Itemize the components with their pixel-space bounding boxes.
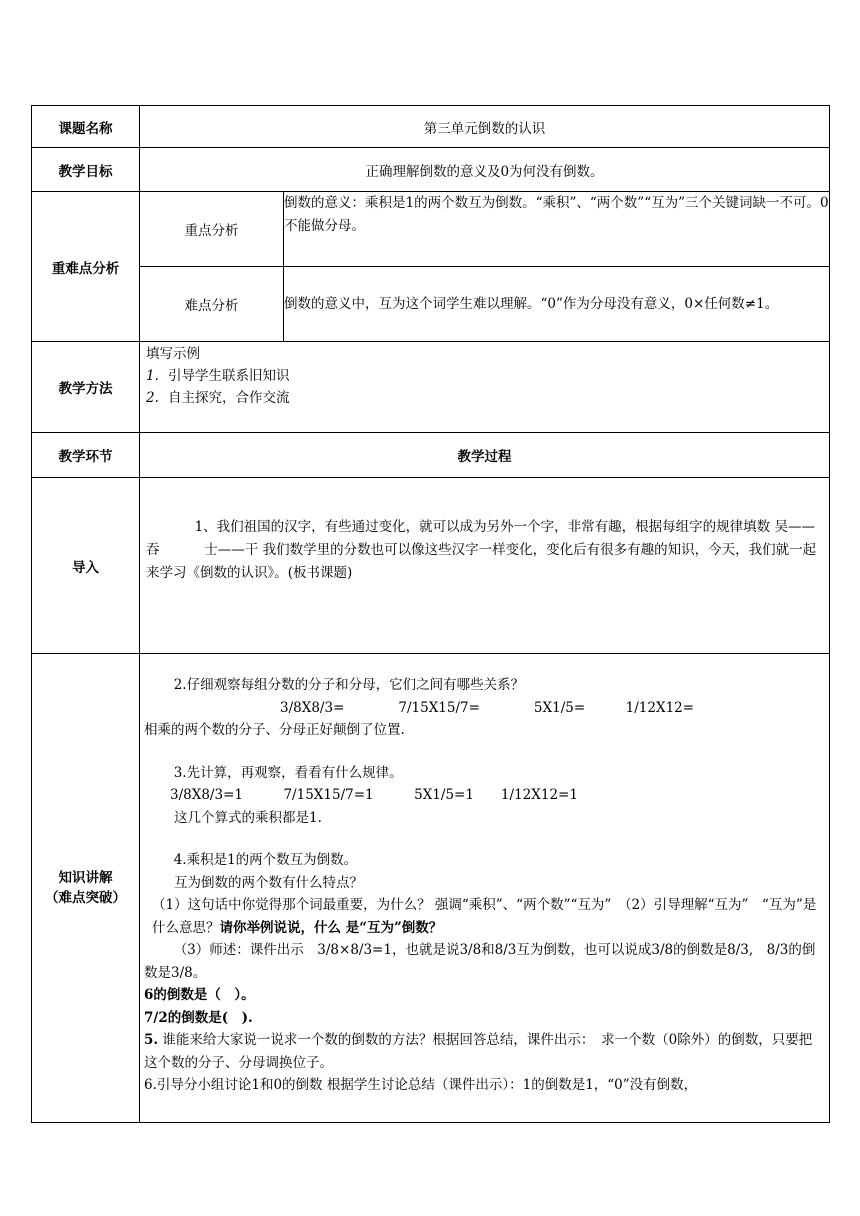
step-4-part-1-bold: 请你举例说说，什么 是“互为”倒数？ [219, 919, 443, 936]
goal-row [32, 148, 830, 192]
method-label: 教学方法 [32, 342, 140, 433]
intro-row [32, 478, 830, 654]
stage-row [32, 433, 830, 478]
key-point-row [32, 192, 830, 267]
knowledge-label-line2: （难点突破） [45, 890, 126, 906]
step-4-question: 互为倒数的两个数有什么特点？ [174, 874, 363, 891]
method-row [32, 342, 830, 433]
question-reciprocal-6: 6的倒数是（ ）。 [144, 987, 255, 1003]
spacer [144, 829, 823, 849]
key-point-text: 倒数的意义：乘积是1的两个数互为倒数。“乘积”、“两个数”“互为”三个关键词缺一不可。0不能做分母。 [284, 192, 830, 267]
goal-label: 教学目标 [32, 148, 140, 192]
step-5-number: 5. [144, 1032, 159, 1048]
lesson-plan-table [31, 105, 830, 1123]
step-3-result: 这几个算式的乘积都是1. [174, 809, 322, 826]
intro-label: 导入 [32, 478, 140, 654]
topic-label: 课题名称 [32, 106, 140, 148]
step-4-part-1 [144, 894, 823, 939]
knowledge-label-line1: 知识讲解 [58, 870, 113, 886]
key-point-label: 重点分析 [140, 192, 284, 267]
step-5-text: 谁能来给大家说一说求一个数的倒数的方法？根据回答总结，课件出示： 求一个数（0除外）的倒数，只要把这个数的分子、分母调换位子。 [144, 1032, 813, 1071]
step-2: 2.仔细观察每组分数的分子和分母，它们之间有哪些关系？ [173, 677, 525, 693]
step-4-part-3: （3）师述：课件出示 3/8×8/3=1，也就是说3/8和8/3互为倒数，也可以说成3/8的倒数是8/3, 8/3的倒数是3/8。 [144, 942, 816, 981]
difficult-point-label: 难点分析 [140, 267, 284, 342]
spacer [144, 742, 823, 762]
method-item [146, 365, 823, 387]
step-3-formulas: 3/8X8/3=1 7/15X15/7=1 5X1/5=1 1/12X12=1 [170, 787, 578, 803]
knowledge-label [32, 654, 140, 1123]
difficult-point-text: 倒数的意义中，互为这个词学生难以理解。“0”作为分母没有意义，0×任何数≠1。 [284, 267, 830, 342]
step-4: 4.乘积是1的两个数互为倒数。 [173, 852, 358, 868]
step-6: 6.引导分小组讨论1和0的倒数 根据学生讨论总结（课件出示）：1的倒数是1，“0”没有倒数， [144, 1077, 698, 1093]
step-3: 3.先计算，再观察，看看有什么规律。 [173, 764, 403, 781]
difficult-point-row [32, 267, 830, 342]
step-4-part-1-text: （1）这句话中你觉得那个词最重要，为什么？ 强调“乘积”、“两个数”“互为” （2）引导理解“互为” “互为”是什么意思？ [152, 897, 817, 936]
question-reciprocal-7-2: 7/2的倒数是( ). [144, 1009, 253, 1026]
stage-label: 教学环节 [32, 433, 140, 478]
intro-text: 1、我们祖国的汉字，有些通过变化，就可以成为另外一个字，非常有趣，根据每组字的规律填数 吴——吞 士——干 我们数学里的分数也可以像这些汉字一样变化，变化后有很多有趣的知识，今天，我们就一起来学习《倒数的认识》。(板书课题) [146, 519, 817, 581]
method-item-number: 1. [146, 368, 159, 384]
goal-value: 正确理解倒数的意义及0为何没有倒数。 [140, 148, 830, 192]
method-item-text: 引导学生联系旧知识 [168, 368, 290, 384]
intro-content [140, 478, 830, 654]
method-content [140, 342, 830, 433]
step-2-result: 相乘的两个数的分子、分母正好颠倒了位置. [144, 722, 405, 738]
knowledge-content [140, 654, 830, 1123]
step-5 [144, 1029, 823, 1074]
knowledge-row [32, 654, 830, 1123]
step-2-formulas: 3/8X8/3= 7/15X15/7= 5X1/5= 1/12X12= [280, 699, 695, 716]
method-heading: 填写示例 [146, 346, 200, 362]
method-item [146, 387, 823, 409]
method-item-number: 2. [146, 390, 159, 406]
topic-row [32, 106, 830, 148]
analysis-label: 重难点分析 [32, 192, 140, 342]
method-item-text: 自主探究，合作交流 [168, 390, 290, 406]
topic-value: 第三单元倒数的认识 [140, 106, 830, 148]
knowledge-inner [144, 674, 823, 1122]
stage-value: 教学过程 [140, 433, 830, 478]
